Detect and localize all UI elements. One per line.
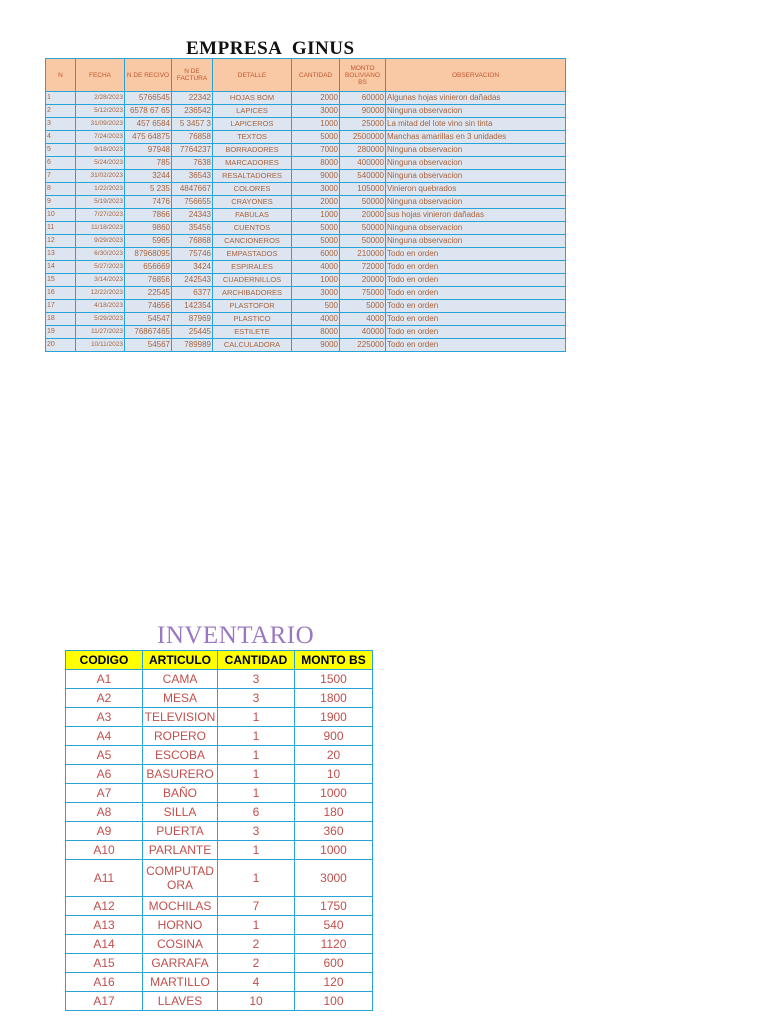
table-row [66, 954, 373, 973]
cell-detalle: LAPICES [213, 105, 292, 118]
cell-obs: Ninguna observacion [386, 170, 566, 183]
cell-n: 5 [46, 144, 76, 157]
cell-codigo: A17 [66, 992, 143, 1011]
cell-n: 15 [46, 274, 76, 287]
cell-codigo: A2 [66, 689, 143, 708]
cell-n: 3 [46, 118, 76, 131]
cell-n: 12 [46, 235, 76, 248]
cell-fecha: 11/27/2023 [76, 326, 125, 339]
table-row [46, 157, 566, 170]
cell-cantidad: 5000 [292, 131, 340, 144]
cell-monto: 50000 [340, 196, 386, 209]
table-row [66, 727, 373, 746]
cell-monto: 100 [295, 992, 373, 1011]
cell-detalle: PLASTOFOR [213, 300, 292, 313]
cell-cantidad: 3 [218, 670, 295, 689]
cell-obs: Todo en orden [386, 339, 566, 352]
cell-codigo: A11 [66, 860, 143, 897]
cell-factura: 789989 [172, 339, 213, 352]
cell-detalle: PLASTICO [213, 313, 292, 326]
cell-factura: 7638 [172, 157, 213, 170]
cell-detalle: EMPASTADOS [213, 248, 292, 261]
cell-obs: Todo en orden [386, 326, 566, 339]
cell-fecha: 9/18/2023 [76, 144, 125, 157]
cell-cantidad: 2000 [292, 196, 340, 209]
table-row [66, 860, 373, 897]
cell-recibo: 97948 [125, 144, 172, 157]
cell-monto: 1500 [295, 670, 373, 689]
cell-obs: La mitad del lote vino sin tinta [386, 118, 566, 131]
table-row [46, 170, 566, 183]
cell-factura: 5 3457 3 [172, 118, 213, 131]
cell-monto: 900 [295, 727, 373, 746]
cell-articulo: ESCOBA [143, 746, 218, 765]
cell-articulo: MARTILLO [143, 973, 218, 992]
cell-factura: 76868 [172, 235, 213, 248]
cell-fecha: 10/11/2023 [76, 339, 125, 352]
cell-monto: 540000 [340, 170, 386, 183]
cell-factura: 6377 [172, 287, 213, 300]
cell-recibo: 9860 [125, 222, 172, 235]
cell-cantidad: 1 [218, 784, 295, 803]
cell-cantidad: 1 [218, 765, 295, 784]
empresa-title: EMPRESA GINUS [186, 38, 355, 59]
cell-codigo: A7 [66, 784, 143, 803]
cell-fecha: 4/18/2023 [76, 300, 125, 313]
table-row [66, 935, 373, 954]
cell-fecha: 3/14/2023 [76, 274, 125, 287]
table-row [66, 689, 373, 708]
cell-n: 19 [46, 326, 76, 339]
table-row [66, 746, 373, 765]
cell-factura: 7764237 [172, 144, 213, 157]
cell-recibo: 457 6584 [125, 118, 172, 131]
cell-recibo: 785 [125, 157, 172, 170]
table-row [46, 235, 566, 248]
cell-n: 13 [46, 248, 76, 261]
cell-articulo: PARLANTE [143, 841, 218, 860]
cell-factura: 76858 [172, 131, 213, 144]
table-row [46, 248, 566, 261]
cell-articulo: COMPUTAD ORA [143, 860, 218, 897]
cell-factura: 22342 [172, 92, 213, 105]
cell-articulo: GARRAFA [143, 954, 218, 973]
cell-monto: 1900 [295, 708, 373, 727]
cell-monto: 10 [295, 765, 373, 784]
cell-cantidad: 1 [218, 841, 295, 860]
cell-articulo: MOCHILAS [143, 897, 218, 916]
cell-recibo: 54547 [125, 313, 172, 326]
cell-obs: Todo en orden [386, 287, 566, 300]
cell-cantidad: 3000 [292, 183, 340, 196]
cell-factura: 36543 [172, 170, 213, 183]
cell-recibo: 7476 [125, 196, 172, 209]
cell-monto: 600 [295, 954, 373, 973]
column-header-n: N [46, 59, 76, 92]
cell-fecha: 7/24/2023 [76, 131, 125, 144]
cell-fecha: 5/29/2023 [76, 313, 125, 326]
cell-cantidad: 3 [218, 689, 295, 708]
column-header-articulo: ARTICULO [143, 651, 218, 670]
cell-articulo: PUERTA [143, 822, 218, 841]
table-row [46, 313, 566, 326]
cell-codigo: A15 [66, 954, 143, 973]
cell-articulo: HORNO [143, 916, 218, 935]
cell-fecha: 5/27/2023 [76, 261, 125, 274]
cell-monto: 40000 [340, 326, 386, 339]
cell-recibo: 76867465 [125, 326, 172, 339]
cell-monto: 25000 [340, 118, 386, 131]
column-header-factura: N DE FACTURA [172, 59, 213, 92]
cell-fecha: 7/27/2023 [76, 209, 125, 222]
cell-articulo: ROPERO [143, 727, 218, 746]
table-row [66, 973, 373, 992]
table-row [66, 897, 373, 916]
inventario-table [65, 650, 373, 1011]
cell-obs: Ninguna observacion [386, 105, 566, 118]
cell-cantidad: 5000 [292, 222, 340, 235]
cell-fecha: 12/22/2023 [76, 287, 125, 300]
cell-factura: 87969 [172, 313, 213, 326]
cell-n: 9 [46, 196, 76, 209]
cell-recibo: 3244 [125, 170, 172, 183]
cell-detalle: RESALTADORES [213, 170, 292, 183]
cell-cantidad: 3000 [292, 105, 340, 118]
cell-recibo: 475 64875 [125, 131, 172, 144]
cell-recibo: 656669 [125, 261, 172, 274]
table-row [46, 144, 566, 157]
cell-obs: Todo en orden [386, 313, 566, 326]
cell-cantidad: 4 [218, 973, 295, 992]
cell-detalle: BORRADORES [213, 144, 292, 157]
cell-obs: Ninguna observacion [386, 235, 566, 248]
cell-fecha: 9/29/2023 [76, 235, 125, 248]
column-header-recibo: N DE RECIVO [125, 59, 172, 92]
cell-factura: 75746 [172, 248, 213, 261]
cell-recibo: 76856 [125, 274, 172, 287]
cell-monto: 50000 [340, 235, 386, 248]
cell-cantidad: 8000 [292, 326, 340, 339]
cell-cantidad: 4000 [292, 313, 340, 326]
cell-cantidad: 7 [218, 897, 295, 916]
cell-detalle: ESPIRALES [213, 261, 292, 274]
cell-recibo: 6578 67 65 [125, 105, 172, 118]
cell-codigo: A12 [66, 897, 143, 916]
cell-n: 14 [46, 261, 76, 274]
table-row [46, 339, 566, 352]
cell-monto: 1800 [295, 689, 373, 708]
cell-cantidad: 2 [218, 954, 295, 973]
cell-detalle: CUENTOS [213, 222, 292, 235]
cell-obs: Ninguna observacion [386, 222, 566, 235]
cell-obs: Ninguna observacion [386, 144, 566, 157]
cell-codigo: A10 [66, 841, 143, 860]
cell-cantidad: 1000 [292, 274, 340, 287]
table-row [66, 916, 373, 935]
cell-detalle: COLORES [213, 183, 292, 196]
cell-factura: 24343 [172, 209, 213, 222]
cell-codigo: A9 [66, 822, 143, 841]
cell-factura: 142354 [172, 300, 213, 313]
cell-monto: 120 [295, 973, 373, 992]
table-row [66, 822, 373, 841]
cell-monto: 20000 [340, 209, 386, 222]
table-row [66, 803, 373, 822]
cell-n: 20 [46, 339, 76, 352]
cell-articulo: TELEVISION [143, 708, 218, 727]
table-row [46, 326, 566, 339]
cell-cantidad: 1 [218, 727, 295, 746]
column-header-monto-bs: MONTO BS [295, 651, 373, 670]
cell-recibo: 7866 [125, 209, 172, 222]
cell-monto: 1000 [295, 784, 373, 803]
cell-cantidad: 3000 [292, 287, 340, 300]
cell-cantidad: 9000 [292, 170, 340, 183]
cell-monto: 90000 [340, 105, 386, 118]
cell-monto: 360 [295, 822, 373, 841]
cell-cantidad: 1 [218, 746, 295, 765]
cell-obs: Todo en orden [386, 261, 566, 274]
cell-cantidad: 1 [218, 860, 295, 897]
cell-n: 7 [46, 170, 76, 183]
cell-codigo: A5 [66, 746, 143, 765]
cell-monto: 2500000 [340, 131, 386, 144]
cell-factura: 35456 [172, 222, 213, 235]
cell-cantidad: 9000 [292, 339, 340, 352]
cell-articulo: COSINA [143, 935, 218, 954]
cell-obs: Vinieron quebrados [386, 183, 566, 196]
cell-monto: 20000 [340, 274, 386, 287]
cell-monto: 210000 [340, 248, 386, 261]
table-row [46, 222, 566, 235]
table-row [66, 670, 373, 689]
table-row [46, 131, 566, 144]
cell-detalle: HOJAS BOM [213, 92, 292, 105]
table-row [46, 261, 566, 274]
cell-articulo: BAÑO [143, 784, 218, 803]
cell-cantidad: 10 [218, 992, 295, 1011]
table-row [66, 992, 373, 1011]
cell-cantidad: 7000 [292, 144, 340, 157]
cell-obs: sus hojas vinieron dañadas [386, 209, 566, 222]
cell-cantidad: 6000 [292, 248, 340, 261]
cell-obs: Ninguna observacion [386, 196, 566, 209]
cell-n: 6 [46, 157, 76, 170]
table-row [66, 708, 373, 727]
table-row [46, 118, 566, 131]
column-header-cantidad: CANTIDAD [218, 651, 295, 670]
cell-recibo: 5766545 [125, 92, 172, 105]
cell-cantidad: 1 [218, 916, 295, 935]
cell-articulo: LLAVES [143, 992, 218, 1011]
inventario-header-row [66, 651, 373, 670]
cell-fecha: 5/19/2023 [76, 196, 125, 209]
cell-detalle: ESTILETE [213, 326, 292, 339]
cell-cantidad: 2 [218, 935, 295, 954]
cell-monto: 540 [295, 916, 373, 935]
cell-n: 2 [46, 105, 76, 118]
cell-n: 4 [46, 131, 76, 144]
cell-monto: 1750 [295, 897, 373, 916]
column-header-observacion: OBSERVACION [386, 59, 566, 92]
cell-detalle: CUADERNILLOS [213, 274, 292, 287]
cell-fecha: 6/30/2023 [76, 248, 125, 261]
cell-recibo: 87968095 [125, 248, 172, 261]
empresa-table [45, 58, 566, 352]
cell-cantidad: 500 [292, 300, 340, 313]
cell-fecha: 11/18/2023 [76, 222, 125, 235]
cell-cantidad: 6 [218, 803, 295, 822]
cell-obs: Todo en orden [386, 300, 566, 313]
cell-detalle: CALCULADORA [213, 339, 292, 352]
column-header-cantidad: CANTIDAD [292, 59, 340, 92]
cell-n: 11 [46, 222, 76, 235]
cell-codigo: A8 [66, 803, 143, 822]
cell-factura: 242543 [172, 274, 213, 287]
column-header-fecha: FECHA [76, 59, 125, 92]
cell-factura: 756655 [172, 196, 213, 209]
cell-factura: 4847667 [172, 183, 213, 196]
cell-articulo: BASURERO [143, 765, 218, 784]
table-row [66, 841, 373, 860]
cell-monto: 400000 [340, 157, 386, 170]
cell-codigo: A14 [66, 935, 143, 954]
column-header-detalle: DETALLE [213, 59, 292, 92]
cell-detalle: ARCHIBADORES [213, 287, 292, 300]
cell-articulo: MESA [143, 689, 218, 708]
cell-monto: 20 [295, 746, 373, 765]
cell-codigo: A4 [66, 727, 143, 746]
table-row [46, 196, 566, 209]
cell-n: 16 [46, 287, 76, 300]
cell-fecha: 2/28/2023 [76, 92, 125, 105]
cell-factura: 3424 [172, 261, 213, 274]
column-header-codigo: CODIGO [66, 651, 143, 670]
cell-monto: 1120 [295, 935, 373, 954]
cell-recibo: 5965 [125, 235, 172, 248]
cell-cantidad: 2000 [292, 92, 340, 105]
cell-monto: 60000 [340, 92, 386, 105]
cell-detalle: FABULAS [213, 209, 292, 222]
table-row [46, 92, 566, 105]
table-row [46, 287, 566, 300]
cell-obs: Todo en orden [386, 274, 566, 287]
cell-codigo: A16 [66, 973, 143, 992]
cell-fecha: 31/02/2023 [76, 170, 125, 183]
cell-recibo: 22545 [125, 287, 172, 300]
cell-obs: Todo en orden [386, 248, 566, 261]
column-header-monto: MONTO BOLIVIANO BS [340, 59, 386, 92]
cell-monto: 5000 [340, 300, 386, 313]
cell-obs: Manchas amarillas en 3 unidades [386, 131, 566, 144]
cell-monto: 3000 [295, 860, 373, 897]
table-row [46, 105, 566, 118]
cell-monto: 4000 [340, 313, 386, 326]
cell-monto: 72000 [340, 261, 386, 274]
table-row [46, 183, 566, 196]
cell-cantidad: 8000 [292, 157, 340, 170]
cell-detalle: LAPICEROS [213, 118, 292, 131]
empresa-header-row [46, 59, 566, 92]
table-row [66, 784, 373, 803]
cell-detalle: CRAYONES [213, 196, 292, 209]
cell-monto: 75000 [340, 287, 386, 300]
cell-detalle: TEXTOS [213, 131, 292, 144]
cell-monto: 105000 [340, 183, 386, 196]
cell-articulo: SILLA [143, 803, 218, 822]
cell-fecha: 31/09/2023 [76, 118, 125, 131]
cell-monto: 225000 [340, 339, 386, 352]
cell-cantidad: 1 [218, 708, 295, 727]
cell-n: 8 [46, 183, 76, 196]
cell-obs: Algunas hojas vinieron dañadas [386, 92, 566, 105]
cell-fecha: 1/22/2023 [76, 183, 125, 196]
table-row [46, 209, 566, 222]
cell-obs: Ninguna observacion [386, 157, 566, 170]
cell-codigo: A13 [66, 916, 143, 935]
inventario-title: INVENTARIO [157, 622, 315, 649]
table-row [66, 765, 373, 784]
cell-recibo: 5 235 [125, 183, 172, 196]
cell-factura: 25445 [172, 326, 213, 339]
cell-articulo: CAMA [143, 670, 218, 689]
table-row [46, 300, 566, 313]
cell-n: 18 [46, 313, 76, 326]
cell-factura: 236542 [172, 105, 213, 118]
cell-cantidad: 4000 [292, 261, 340, 274]
cell-recibo: 54567 [125, 339, 172, 352]
cell-monto: 50000 [340, 222, 386, 235]
cell-recibo: 74656 [125, 300, 172, 313]
cell-monto: 1000 [295, 841, 373, 860]
cell-detalle: CANCIONEROS [213, 235, 292, 248]
cell-detalle: MARCADORES [213, 157, 292, 170]
cell-cantidad: 5000 [292, 235, 340, 248]
cell-monto: 180 [295, 803, 373, 822]
cell-fecha: 5/12/2023 [76, 105, 125, 118]
cell-n: 1 [46, 92, 76, 105]
table-row [46, 274, 566, 287]
cell-monto: 280000 [340, 144, 386, 157]
cell-cantidad: 1000 [292, 209, 340, 222]
cell-codigo: A6 [66, 765, 143, 784]
cell-cantidad: 1000 [292, 118, 340, 131]
cell-n: 10 [46, 209, 76, 222]
cell-codigo: A3 [66, 708, 143, 727]
cell-n: 17 [46, 300, 76, 313]
cell-cantidad: 3 [218, 822, 295, 841]
cell-codigo: A1 [66, 670, 143, 689]
cell-fecha: 5/24/2023 [76, 157, 125, 170]
